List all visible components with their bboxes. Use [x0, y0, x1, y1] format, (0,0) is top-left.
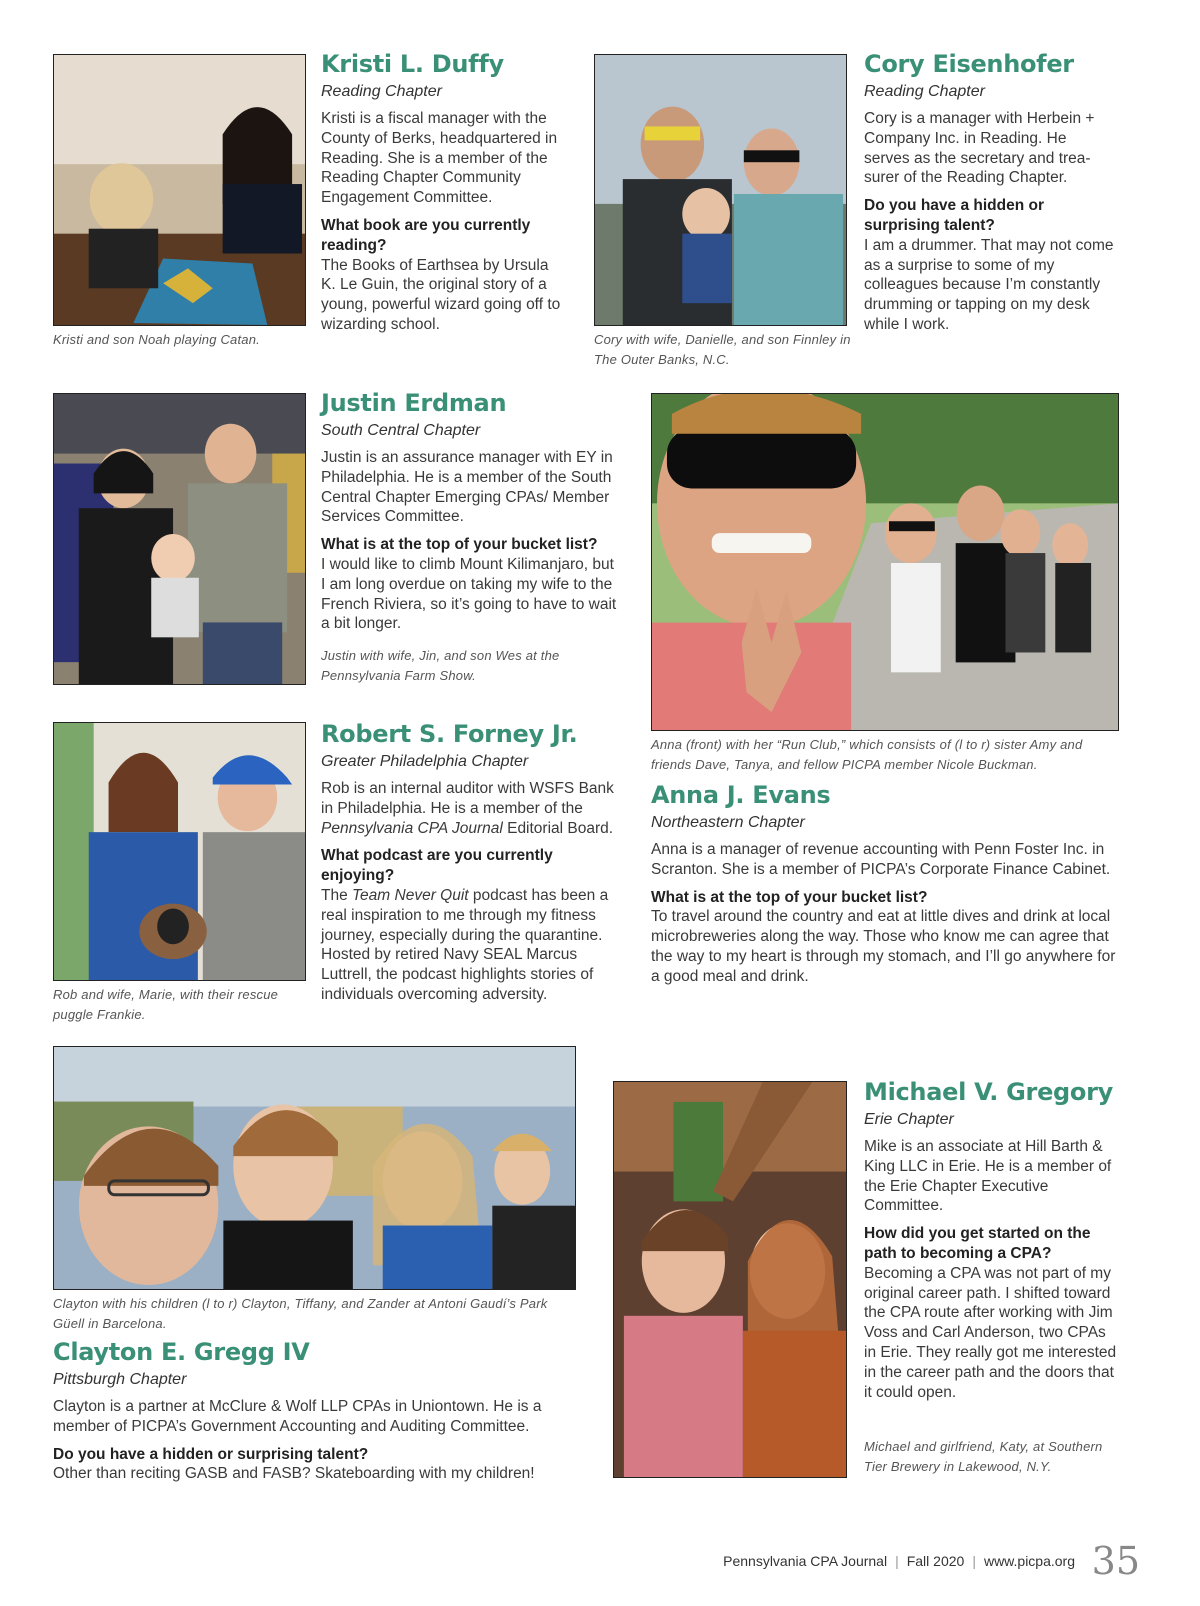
gregory-answer: Becoming a CPA was not part of my original career path. I shifted toward the CPA route after working with Jim Voss and Carl Anderson, two CPAs in Erie. They really got me interested in the career path and the doors that it could open. — [864, 1264, 1117, 1401]
gregg-chapter: Pittsburgh Chapter — [53, 1371, 187, 1388]
forney-profile — [321, 719, 621, 1005]
gregory-caption: Michael and girlfriend, Katy, at Southern Tier Brewery in Lakewood, N.Y. — [864, 1439, 1103, 1474]
footer-issue: Fall 2020 — [906, 1553, 965, 1569]
forney-answer: The Team Never Quit podcast has been a real inspiration to me through my fitness journey, especially during the quarantine. Hosted by retired Navy SEAL Marcus Luttrell, the podcast highlights stories of individuals overcoming adversity. — [321, 886, 609, 1003]
forney-chapter: Greater Philadelphia Chapter — [321, 753, 529, 770]
evans-caption: Anna (front) with her “Run Club,” which consists of (l to r) sister Amy and friends Dave, Tanya, and fellow PICPA member Nicole Buckman. — [651, 737, 1083, 772]
erdman-caption: Justin with wife, Jin, and son Wes at the Pennsylvania Farm Show. — [321, 648, 560, 683]
gregg-question: Do you have a hidden or surprising talent? — [53, 1445, 369, 1463]
erdman-answer: I would like to climb Mount Kilimanjaro, but I am long overdue on taking my wife to the French Riviera, so it’s going to have to wait a bit longer. — [321, 555, 617, 633]
eisenhofer-bio: Cory is a manager with Herbein + Company Inc. in Reading. He serves as the secretary and trea-surer of the Reading Chapter. — [864, 110, 1095, 187]
erdman-name: Justin Erdman — [321, 389, 507, 417]
erdman-profile — [321, 388, 621, 634]
footer-publication: Pennsylvania CPA Journal — [723, 1553, 888, 1569]
duffy-profile — [321, 49, 566, 335]
erdman-photo — [53, 393, 306, 685]
forney-caption: Rob and wife, Marie, with their rescue puggle Frankie. — [53, 987, 279, 1022]
duffy-bio: Kristi is a fiscal manager with the County of Berks, headquartered in Reading. She is a member of the Reading Chapter Community Engagement Committee. — [321, 110, 558, 207]
eisenhofer-caption: Cory with wife, Danielle, and son Finnley in The Outer Banks, N.C. — [594, 332, 851, 367]
page-number: 35 — [1091, 1539, 1140, 1583]
gregory-photo — [613, 1081, 847, 1478]
duffy-answer: The Books of Earthsea by Ursula K. Le Guin, the original story of a young, powerful wizard going off to wizarding school. — [321, 256, 561, 333]
evans-chapter: Northeastern Chapter — [651, 814, 805, 831]
duffy-caption: Kristi and son Noah playing Catan. — [53, 332, 260, 347]
page-footer — [0, 1539, 1200, 1595]
eisenhofer-profile — [864, 49, 1114, 335]
evans-question: What is at the top of your bucket list? — [651, 888, 928, 906]
eisenhofer-chapter: Reading Chapter — [864, 83, 985, 100]
gregg-profile — [53, 1337, 583, 1484]
footer-website[interactable]: www.picpa.org — [983, 1553, 1075, 1569]
duffy-chapter: Reading Chapter — [321, 83, 442, 100]
gregg-name: Clayton E. Gregg IV — [53, 1338, 310, 1366]
forney-name: Robert S. Forney Jr. — [321, 720, 578, 748]
evans-answer: To travel around the country and eat at little dives and drink at local microbreweries along the way. Those who know me can agree that the way to my heart is through my stomach, and I’ll go anywhere for a good meal and drink. — [651, 908, 1116, 985]
gregg-bio: Clayton is a partner at McClure & Wolf LLP CPAs in Uniontown. He is a member of PICPA’s Government Accounting and Auditing Committee. — [53, 1398, 542, 1435]
forney-question: What podcast are you currently enjoying? — [321, 847, 553, 885]
forney-bio: Rob is an internal auditor with WSFS Bank in Philadelphia. He is a member of the Pennsylvania CPA Journal Editorial Board. — [321, 780, 614, 837]
evans-name: Anna J. Evans — [651, 781, 831, 809]
evans-bio: Anna is a manager of revenue accounting with Penn Foster Inc. in Scranton. She is a member of PICPA’s Corporate Finance Cabinet. — [651, 841, 1111, 878]
eisenhofer-name: Cory Eisenhofer — [864, 50, 1074, 78]
duffy-name: Kristi L. Duffy — [321, 50, 504, 78]
forney-photo — [53, 722, 306, 981]
erdman-question: What is at the top of your bucket list? — [321, 536, 598, 554]
duffy-question: What book are you currently reading? — [321, 216, 531, 254]
evans-photo — [651, 393, 1119, 731]
eisenhofer-question: Do you have a hidden or surprising talent? — [864, 197, 1044, 234]
gregory-profile — [864, 1077, 1119, 1402]
eisenhofer-photo — [594, 54, 847, 326]
footer-text: Pennsylvania CPA Journal | Fall 2020 | www.picpa.org — [723, 1553, 1075, 1569]
duffy-photo — [53, 54, 306, 326]
gregory-question: How did you get started on the path to becoming a CPA? — [864, 1225, 1091, 1262]
eisenhofer-answer: I am a drummer. That may not come as a surprise to some of my colleagues because I’m constantly drumming or tapping on my desk while I work. — [864, 236, 1114, 333]
erdman-chapter: South Central Chapter — [321, 422, 481, 439]
gregg-answer: Other than reciting GASB and FASB? Skateboarding with my children! — [53, 1465, 535, 1483]
gregg-photo — [53, 1046, 576, 1290]
evans-profile — [651, 780, 1126, 987]
gregg-caption: Clayton with his children (l to r) Clayton, Tiffany, and Zander at Antoni Gaudí’s Park Güell in Barcelona. — [53, 1296, 548, 1331]
gregory-chapter: Erie Chapter — [864, 1111, 954, 1128]
erdman-bio: Justin is an assurance manager with EY in Philadelphia. He is a member of the South Central Chapter Emerging CPAs/ Member Services Committee. — [321, 449, 613, 526]
gregory-bio: Mike is an associate at Hill Barth & King LLC in Erie. He is a member of the Erie Chapter Executive Committee. — [864, 1138, 1112, 1215]
gregory-name: Michael V. Gregory — [864, 1078, 1113, 1106]
